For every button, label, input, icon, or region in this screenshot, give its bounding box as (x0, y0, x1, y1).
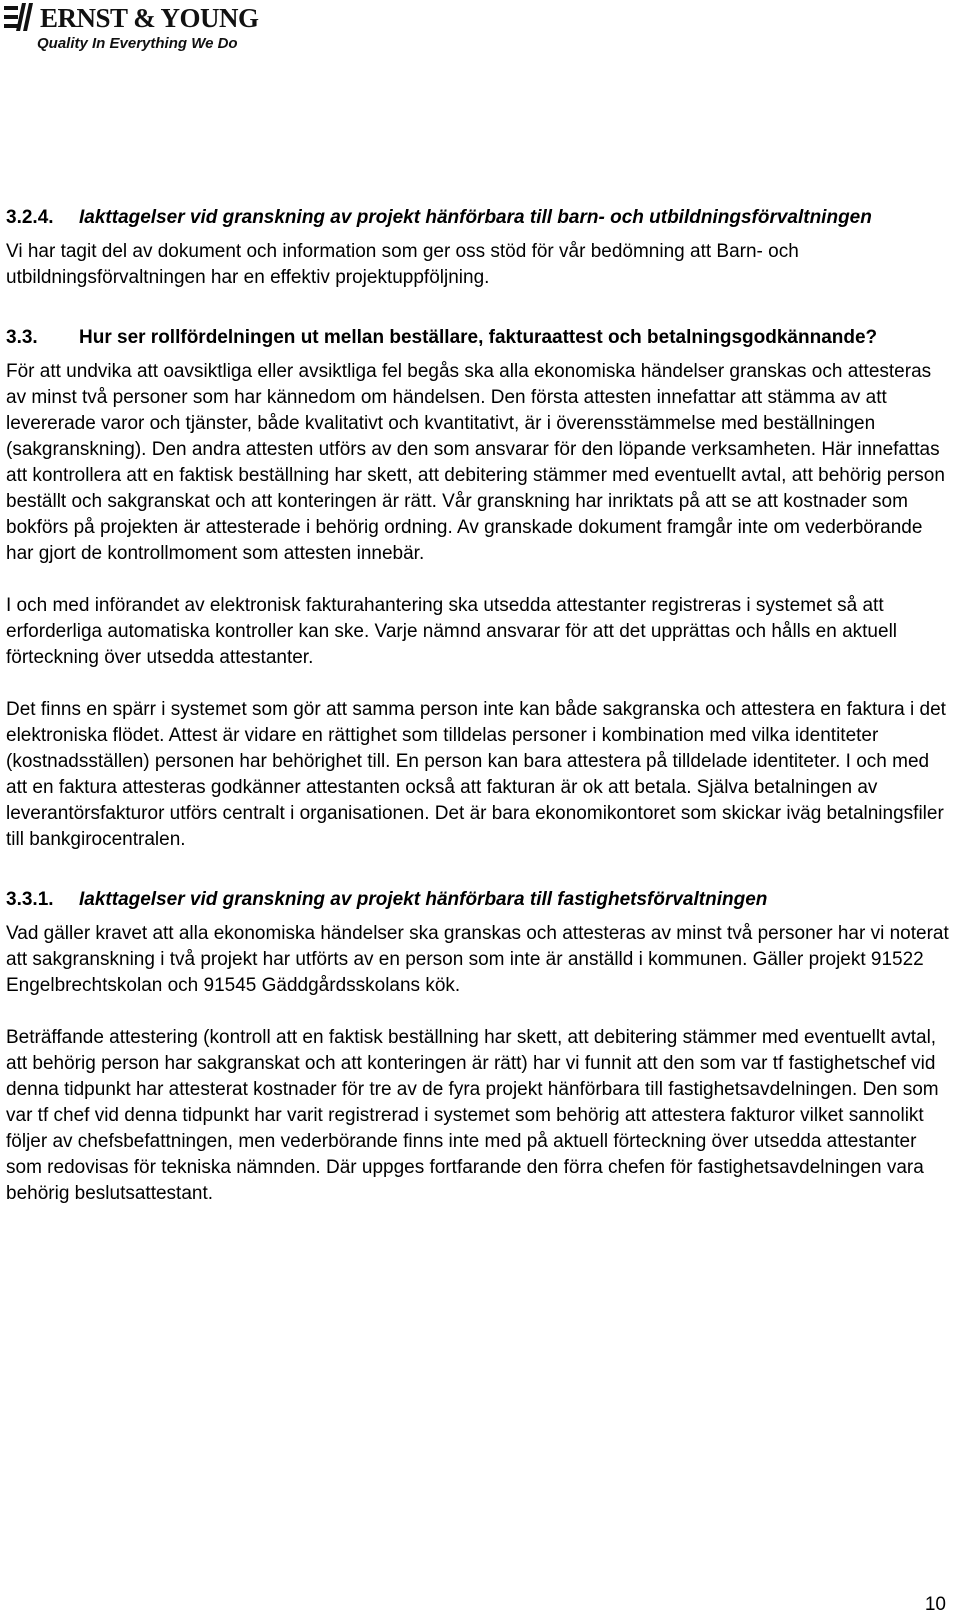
logo-name: ERNST & YOUNG (40, 3, 259, 33)
section-number: 3.2.4. (6, 207, 54, 228)
section-heading-3-2-4 (6, 205, 954, 231)
section-number: 3.3. (6, 327, 38, 348)
paragraph: Beträffande attestering (kontroll att en faktisk beställning har skett, att debitering stämmer med eventuellt avtal, att behörig person har sakgranskat och att konteringen är rätt) har vi funnit att den som var tf fastighetschef vid denna tidpunkt har attesterat kostnader för tre av de fyra projekt hänförbara till fastighetsavdelningen. Den som var tf chef vid denna tidpunkt har varit registrerad i systemet som behörig att attestera fakturor vilket sannolikt följer av chefsbefattningen, men vederbörande finns inte med på aktuell förteckning över utsedda attestanter som redovisas för tekniska nämnden. Där uppges fortfarande den förra chefen för fastighetsavdelningen vara behörig beslutsattestant. (6, 1027, 939, 1204)
logo-tagline: Quality In Everything We Do (37, 35, 238, 52)
paragraph: Vad gäller kravet att alla ekonomiska händelser ska granskas och attesteras av minst två personer har vi noterat att sakgranskning i två projekt har utförts av en person som inte är anställd i kommunen. Gäller projekt 91522 Engelbrechtskolan och 91545 Gäddgårdsskolans kök. (6, 923, 949, 996)
section-title: Hur ser rollfördelningen ut mellan beställare, fakturaattest och betalningsgodkännande? (79, 327, 878, 348)
section-number: 3.3.1. (6, 889, 54, 910)
paragraph: I och med införandet av elektronisk fakturahantering ska utsedda attestanter registreras i systemet så att erforderliga automatiska kontroller kan ske. Varje nämnd ansvarar för att det upprättas och hålls en aktuell förteckning över utsedda attestanter. (6, 595, 898, 668)
ey-mark-icon (4, 3, 34, 33)
paragraph: Vi har tagit del av dokument och information som ger oss stöd för vår bedömning att Barn- och utbildningsförvaltningen har en effektiv projektuppföljning. (6, 241, 799, 288)
section-title: Iakttagelser vid granskning av projekt hänförbara till fastighetsförvaltningen (79, 889, 768, 910)
company-logo (4, 3, 259, 52)
section-title: Iakttagelser vid granskning av projekt hänförbara till barn- och utbildningsförvaltningen (79, 207, 872, 228)
paragraph: För att undvika att oavsiktliga eller avsiktliga fel begås ska alla ekonomiska händelser granskas och attesteras av minst två personer som har kännedom om händelsen. Den första attesten innefattar att stämma av att levererade varor och tjänster, både kvalitativt och kvantitativt, är i överensstämmelse med beställningen (sakgranskning). Den andra attesten utförs av den som ansvarar för den löpande verksamheten. Här innefattas att kontrollera att en faktisk beställning har skett, att debitering stämmer med eventuellt avtal, att behörig person beställt och sakgranskat och att konteringen är rätt. Vår granskning har inriktats på att se att kostnader som bokförs på projekten är attesterade i behörig ordning. Av granskade dokument framgår inte om vederbörande har gjort de kontrollmoment som attesten innebär. (6, 361, 945, 564)
page-number: 10 (924, 1594, 946, 1615)
paragraph: Det finns en spärr i systemet som gör att samma person inte kan både sakgranska och attestera en faktura i det elektroniska flödet. Attest är vidare en rättighet som tilldelas personer i kombination med vilka identiteter (kostnadsställen) personen har behörighet till. En person kan bara attestera på tilldelade identiteter. I och med att en faktura attesteras godkänner attestanten också att fakturan är ok att betala. Själva betalningen av leverantörsfakturor utförs centralt i organisationen. Det är bara ekonomikontoret som skickar iväg betalningsfiler till bankgirocentralen. (6, 699, 946, 850)
section-heading-3-3-1 (6, 887, 954, 913)
section-heading-3-3 (6, 325, 954, 351)
document-body (6, 205, 954, 1207)
